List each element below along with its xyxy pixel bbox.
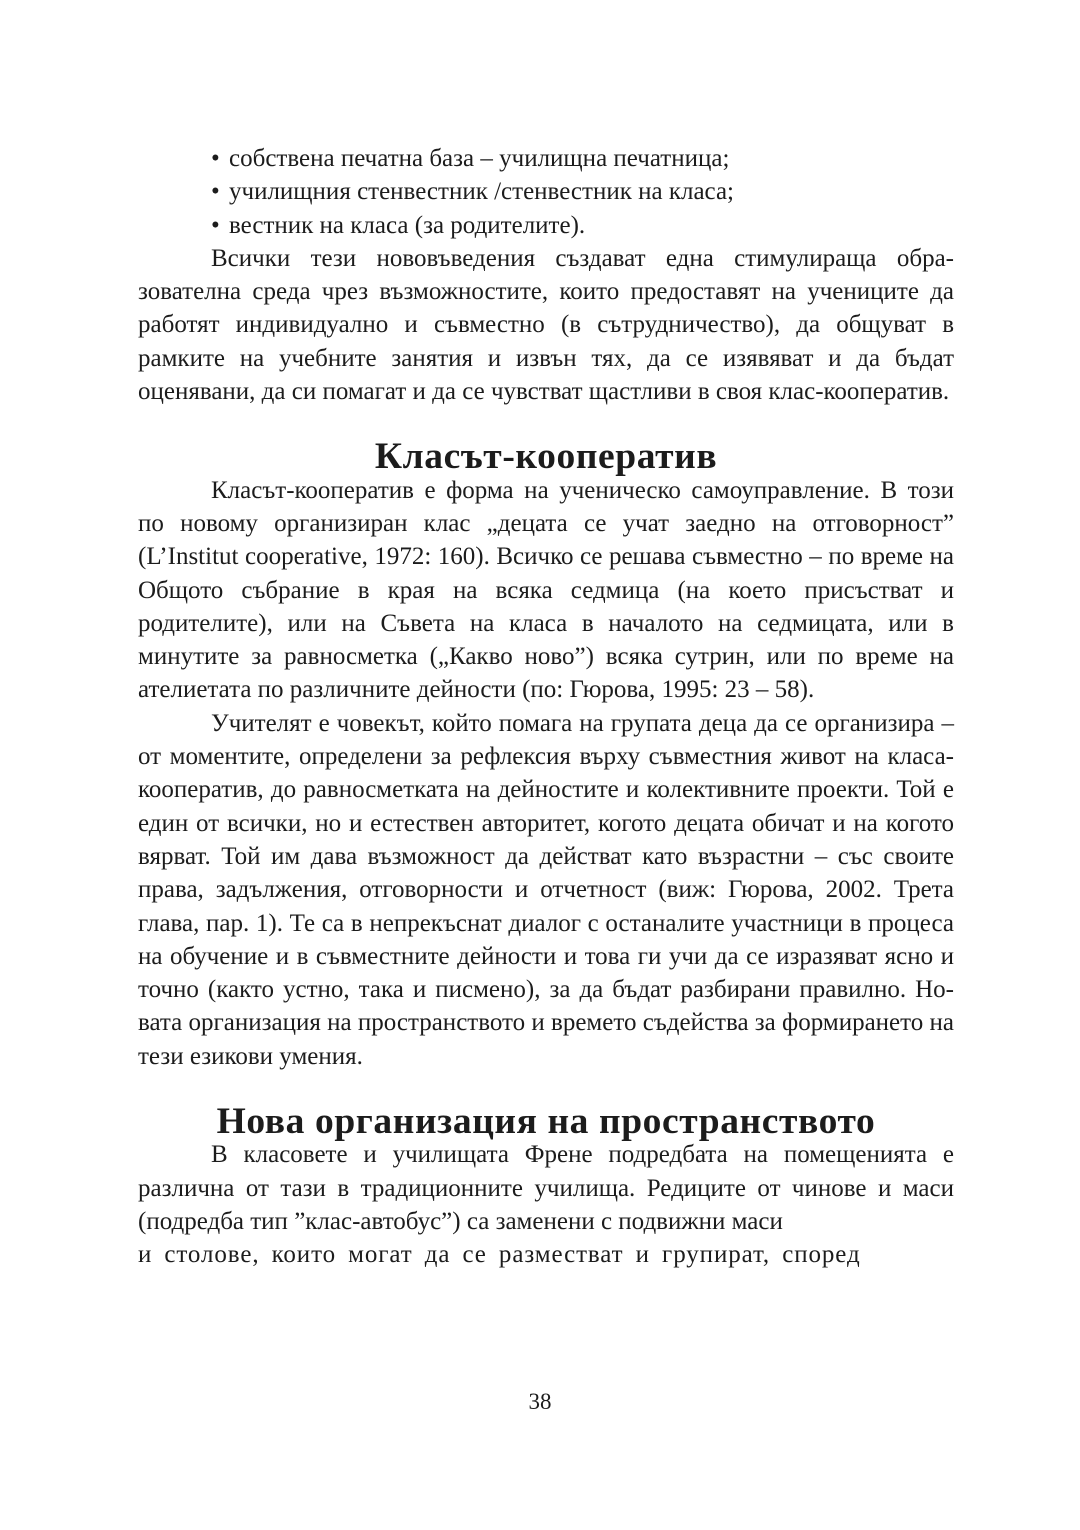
list-item	[138, 209, 954, 242]
space-organization-paragraph-last-line: и столове, които могат да се разместват и групират, според	[138, 1241, 861, 1269]
bullet-text: училищния стенвестник /стенвестник на класа;	[229, 178, 734, 206]
bullet-icon: •	[211, 145, 220, 172]
page-body	[138, 142, 954, 1272]
bullet-list	[138, 142, 954, 242]
class-cooperative-paragraph-2: Учителят е човекът, който помага на групата деца да се организира – от моментите, определени за рефлексия върху съвместния живот на класа-кооператив, до равносметката на дейностите и колективните проекти. Той е един от всички, но и естествен авторитет, когото децата обичат и на когото вярват. Той им дава възможност да действат като възрастни – със своите права, задължения, отговорности и отчетност (виж: Гюрова, 2002. Трета глава, пар. 1). Те са в непрекъснат диалог с останалите участници в процеса на обучение и в съвместните дейности и това ги учи да се изразяват ясно и точно (както устно, така и писмено), за да бъдат разбирани правилно. Новата организация на пространството и времето съдейства за формирането на тези езикови умения.	[138, 709, 954, 1070]
bullet-icon: •	[211, 211, 220, 239]
list-item	[138, 142, 954, 175]
bullet-icon: •	[211, 178, 220, 206]
section-heading-space-organization: Нова организация на пространството	[216, 1101, 876, 1143]
space-organization-paragraph: В класовете и училищата Френе подредбата на помещенията е различна от тази в традиционните училища. Редиците от чинове и маси (подредба тип ”клас-автобус”) са заменени с подвижни маси	[138, 1141, 954, 1235]
class-cooperative-paragraph-1: Класът-кооператив е форма на ученическо самоуправление. В този по новому организиран клас „децата се учат заедно на отговорност” (L’Institut cooperative, 1972: 160). Всичко се решава съвместно – по време на Общото събрание в края на всяка седмица (на което присъстват и родителите), или на Съвета на класа в началото на седмицата, или в минутите за равносметка („Какво ново”) всяка сутрин, или по време на ателиетата по различните дейности (по: Гюрова, 1995: 23 – 58).	[138, 476, 954, 704]
intro-paragraph: Всички тези нововъведения създават една стимулираща образователна среда чрез възможностите, които предоставят на учениците да работят индивидуално и съвместно (в сътрудничество), да общуват в рамките на учебните занятия и извън тях, да се изявяват и да бъдат оценявани, да си помагат и да се чувстват щастливи в своя клас-кооператив.	[138, 244, 954, 406]
list-item	[138, 175, 954, 208]
page-number: 38	[528, 1389, 552, 1414]
bullet-text: собствена печатна база – училищна печатница;	[229, 145, 730, 172]
bullet-text: вестник на класа (за родителите).	[229, 211, 586, 239]
section-heading-class-cooperative: Класът-кооператив	[374, 436, 718, 478]
